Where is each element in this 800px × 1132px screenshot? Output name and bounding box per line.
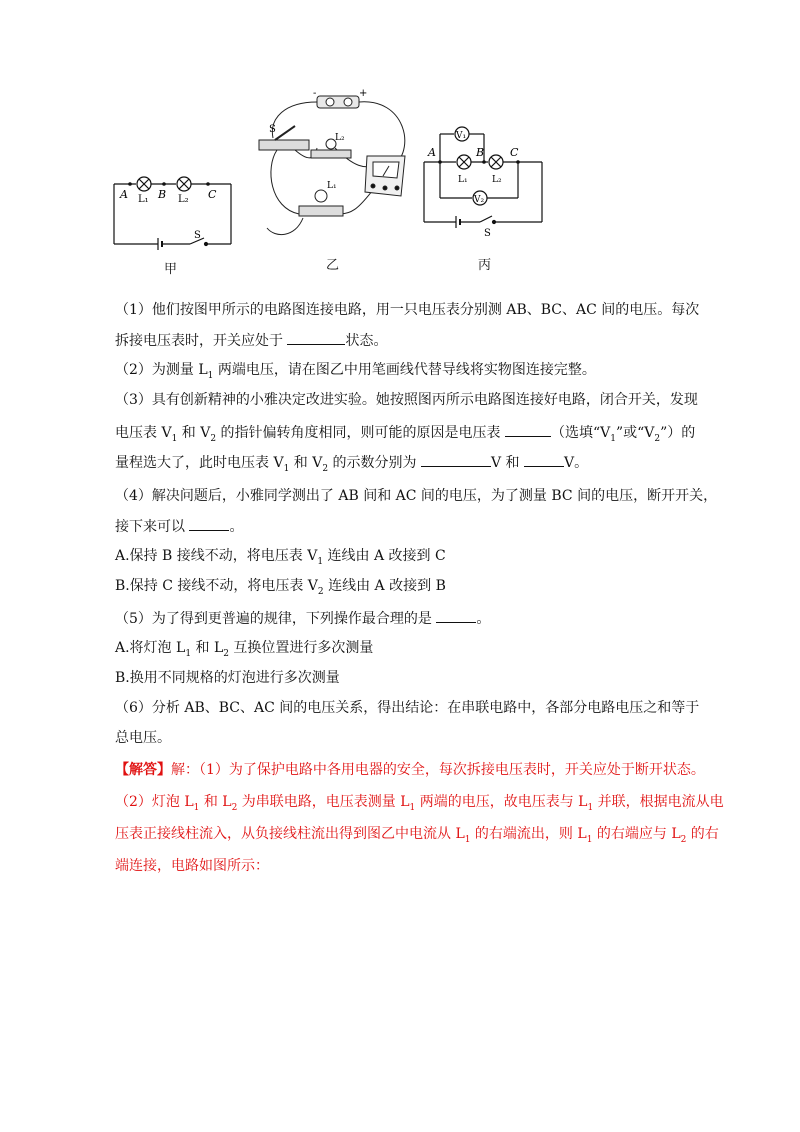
node-label-a: A (428, 146, 436, 159)
question-4-line-2: 接下来可以 。 (115, 516, 715, 537)
node-label-b: B (476, 146, 485, 159)
node-label-c: C (510, 146, 519, 159)
switch-label-s: S (269, 124, 276, 135)
voltmeter-label-v2: V₂ (474, 195, 485, 205)
question-3-line-1: （3）具有创新精神的小雅决定改进实验。她按照图丙所示电路图连接好电路，闭合开关，发现 (115, 392, 698, 408)
circuit-diagram-bing (418, 118, 548, 243)
figure-caption-bing: 丙 (478, 258, 492, 273)
question-4-option-a: A.保持 B 接线不动，将电压表 $V_1$ 连线由 A 改接到 C (115, 548, 446, 567)
answer-blank (524, 452, 564, 467)
lamp-label-l2: L₂ (178, 194, 189, 205)
node-label-c: C (208, 188, 217, 201)
battery-plus-label: + (359, 88, 368, 99)
answer-line-2: （2）灯泡 $L_1$ 和 $L_2$ 为串联电路，电压表测量 $L_1$ 两端的电压，故电压表与 $L_1$ 并联，根据电流从电 (115, 794, 724, 813)
lamp-label-l1: L₁ (327, 181, 337, 191)
answer-line-1: 【解答】解：（1）为了保护电路中各用电器的安全，每次拆接电压表时，开关应处于断开状态。 (115, 762, 705, 778)
voltmeter-label-v1: V₁ (456, 131, 467, 141)
battery-minus-label: - (313, 88, 317, 99)
question-6-line-2: 总电压。 (115, 730, 171, 746)
answer-tag: 【解答】 (115, 762, 171, 778)
circuit-diagram-jia (108, 160, 238, 260)
answer-blank (287, 330, 345, 345)
switch-label-s: S (484, 228, 491, 239)
question-5-option-a: A.将灯泡 $L_1$ 和 $L_2$ 互换位置进行多次测量 (115, 640, 374, 659)
answer-blank (421, 452, 491, 467)
question-3-line-2: 电压表 $V_1$ 和 $V_2$ 的指针偏转角度相同，则可能的原因是电压表 （选填“$V_1$”或“$V_2$”）的 (115, 422, 715, 449)
question-3-line-3: 量程选大了，此时电压表 $V_1$ 和 $V_2$ 的示数分别为 V 和 V。 (115, 452, 715, 479)
question-1-line-1: （1）他们按图甲所示的电路图连接电路，用一只电压表分别测 AB、BC、AC 间的电压。每次 (115, 302, 700, 318)
lamp-label-l2: L₂ (335, 133, 345, 143)
node-label-b: B (158, 188, 167, 201)
circuit-photo-yi (255, 88, 425, 248)
question-1-line-2: 拆接电压表时，开关应处于 状态。 (115, 330, 715, 351)
lamp-label-l1: L₁ (458, 175, 468, 185)
answer-blank (436, 608, 476, 623)
question-2: （2）为测量 $L_1$ 两端电压，请在图乙中用笔画线代替导线将实物图连接完整。 (115, 362, 596, 381)
switch-label-s: S (194, 230, 201, 241)
question-5-line-1: （5）为了得到更普遍的规律，下列操作最合理的是 。 (115, 608, 715, 629)
question-5-option-b: B.换用不同规格的灯泡进行多次测量 (115, 670, 340, 686)
lamp-label-l2: L₂ (492, 175, 502, 185)
figure-caption-yi: 乙 (326, 258, 340, 273)
figure-caption-jia: 甲 (164, 262, 178, 277)
answer-line-3: 压表正接线柱流入，从负接线柱流出得到图乙中电流从 $L_1$ 的右端流出，则 $L_1$ 的右端应与 $L_2$ 的右 (115, 826, 719, 845)
question-6-line-1: （6）分析 AB、BC、AC 间的电压关系，得出结论：在串联电路中，各部分电路电压之和等于 (115, 700, 700, 716)
question-4-line-1: （4）解决问题后，小雅同学测出了 AB 间和 AC 间的电压，为了测量 BC 间的电压，断开开关， (115, 488, 718, 504)
question-4-option-b: B.保持 C 接线不动，将电压表 $V_2$ 连线由 A 改接到 B (115, 578, 446, 597)
node-label-a: A (120, 188, 128, 201)
answer-line-4: 端连接，电路如图所示： (115, 858, 269, 874)
answer-blank (505, 422, 551, 437)
answer-blank (189, 516, 229, 531)
lamp-label-l1: L₁ (138, 194, 149, 205)
